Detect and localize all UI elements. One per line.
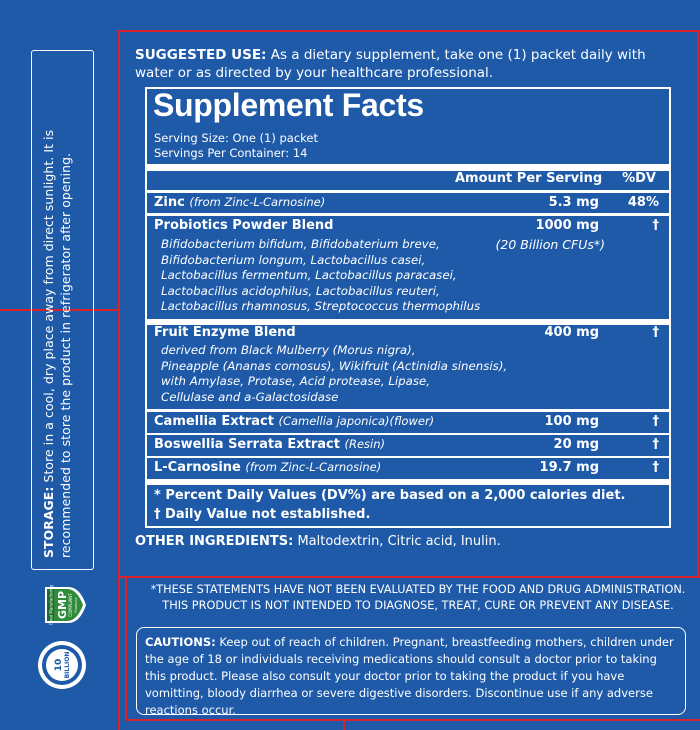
fda-line-1: *THESE STATEMENTS HAVE NOT BEEN EVALUATED BY THE FOOD AND DRUG ADMINISTRATION.	[150, 583, 686, 596]
servings-per-container: Servings Per Container: 14	[154, 146, 308, 160]
cut-line-lower-box-bottom	[125, 719, 700, 721]
row-camellia-name	[154, 414, 434, 429]
row-zinc-name	[154, 195, 325, 210]
svg-text:BILLION: BILLION	[64, 651, 71, 679]
svg-text:Good Manufacturing: Good Manufacturing	[48, 584, 54, 626]
row-boswellia-source: (Resin)	[344, 437, 385, 451]
row-l-carnosine-name	[154, 460, 381, 475]
row-boswellia-dv: †	[652, 437, 659, 452]
row-rule	[147, 409, 669, 412]
row-probiotics-cfu: (20 Billion CFUs*)	[495, 237, 605, 252]
other-ingredients-text: Maltodextrin, Citric acid, Inulin.	[297, 534, 501, 549]
row-l-carnosine-source: (from Zinc-L-Carnosine)	[245, 460, 382, 474]
header-rule	[147, 190, 669, 193]
fda-disclaimer	[148, 582, 688, 613]
footnotes	[154, 486, 625, 524]
10-billion-badge-icon	[37, 640, 87, 690]
facts-thick-bar	[147, 164, 669, 171]
row-probiotics-name: Probiotics Powder Blend	[154, 218, 334, 233]
row-rule	[147, 456, 669, 458]
row-boswellia-label: Boswellia Serrata Extract	[154, 437, 340, 452]
row-fruit-enzyme-name: Fruit Enzyme Blend	[154, 325, 296, 340]
cut-line-lower-box	[125, 577, 127, 720]
row-camellia-amount: 100 mg	[544, 414, 599, 429]
suggested-use-text: As a dietary supplement, take one (1) packet daily with water or as directed by your healthcare professional.	[135, 47, 646, 81]
row-camellia-source: (Camellia japonica)(flower)	[278, 414, 435, 428]
row-zinc-source: (from Zinc-L-Carnosine)	[189, 195, 326, 209]
row-l-carnosine-label: L-Carnosine	[154, 460, 241, 475]
row-probiotics-dv: †	[652, 218, 659, 233]
cut-line-left-vertical	[118, 30, 120, 730]
supplement-facts-panel	[145, 87, 671, 528]
serving-info	[154, 131, 318, 161]
cut-line-top	[118, 30, 700, 32]
footnote-dagger: † Daily Value not established.	[154, 507, 371, 522]
row-zinc-label: Zinc	[154, 195, 185, 210]
cut-line-bottom-tick	[343, 719, 345, 730]
storage-label: STORAGE:	[41, 486, 56, 558]
gmp-badge-icon	[37, 584, 89, 626]
cautions-box	[136, 627, 686, 715]
facts-title: Supplement Facts	[153, 87, 424, 123]
svg-text:GMP: GMP	[56, 590, 69, 620]
svg-text:10: 10	[54, 658, 64, 672]
other-ingredients	[135, 534, 501, 549]
suggested-use	[135, 46, 685, 82]
row-fruit-enzyme-details: derived from Black Mulberry (Morus nigra), Pineapple (Ananas comosus), Wikifruit (Actinidia sinensis), with Amylase, Protase, Acid protease, Lipase, Cellulase and a-Galactosidase	[161, 343, 508, 404]
serving-size: Serving Size: One (1) packet	[154, 131, 319, 145]
svg-text:COMPLIANT: COMPLIANT	[68, 593, 73, 617]
svg-text:Products: Products	[74, 597, 78, 613]
row-l-carnosine-amount: 19.7 mg	[539, 460, 599, 475]
suggested-use-label: SUGGESTED USE:	[135, 47, 267, 63]
row-probiotics-amount: 1000 mg	[535, 218, 599, 233]
footnote-dv: * Percent Daily Values (DV%) are based on a 2,000 calories diet.	[154, 488, 626, 503]
row-zinc-amount: 5.3 mg	[548, 195, 599, 210]
other-ingredients-label: OTHER INGREDIENTS:	[135, 534, 294, 549]
cut-line-right-vertical	[697, 30, 699, 577]
fda-line-2: THIS PRODUCT IS NOT INTENDED TO DIAGNOSE, TREAT, CURE OR PREVENT ANY DISEASE.	[162, 598, 674, 612]
row-camellia-dv: †	[652, 414, 659, 429]
row-rule	[147, 433, 669, 435]
row-rule	[147, 213, 669, 216]
storage-body: Store in a cool, dry place away from direct sunlight. It is recommended to store the product in refrigerator after opening.	[41, 129, 73, 558]
column-dv-header: %DV	[622, 171, 656, 186]
row-boswellia-name	[154, 437, 385, 452]
column-amount-header: Amount Per Serving	[455, 171, 603, 186]
row-l-carnosine-dv: †	[652, 460, 659, 475]
row-boswellia-amount: 20 mg	[553, 437, 599, 452]
cautions-text: Keep out of reach of children. Pregnant, breastfeeding mothers, children under the age of 18 or individuals receiving medications should consult a doctor prior to taking this product. Please also consult your doctor prior to taking the product if you have vomitting, bloody diarrhea or severe digestive disorders. Discontinue use if any adverse reactions occur.	[145, 635, 674, 717]
footnote-rule	[147, 479, 669, 485]
row-camellia-label: Camellia Extract	[154, 414, 274, 429]
cut-line-mid-horizontal	[118, 576, 700, 578]
row-fruit-enzyme-dv: †	[652, 325, 659, 340]
cautions-label: CAUTIONS:	[145, 635, 216, 649]
row-probiotics-strains: Bifidobacterium bifidum, Bifidobaterium breve, Bifidobacterium longum, Lactobacillus casei, Lactobacillus fermentum, Lactobacillus paracasei, Lactobacillus acidophilus, Lactobacillus reuteri, Lactobacillus rhamnosus, Streptococcus thermophilus	[161, 237, 481, 313]
row-fruit-enzyme-amount: 400 mg	[544, 325, 599, 340]
row-zinc-dv: 48%	[627, 195, 659, 210]
storage-text	[34, 54, 92, 566]
